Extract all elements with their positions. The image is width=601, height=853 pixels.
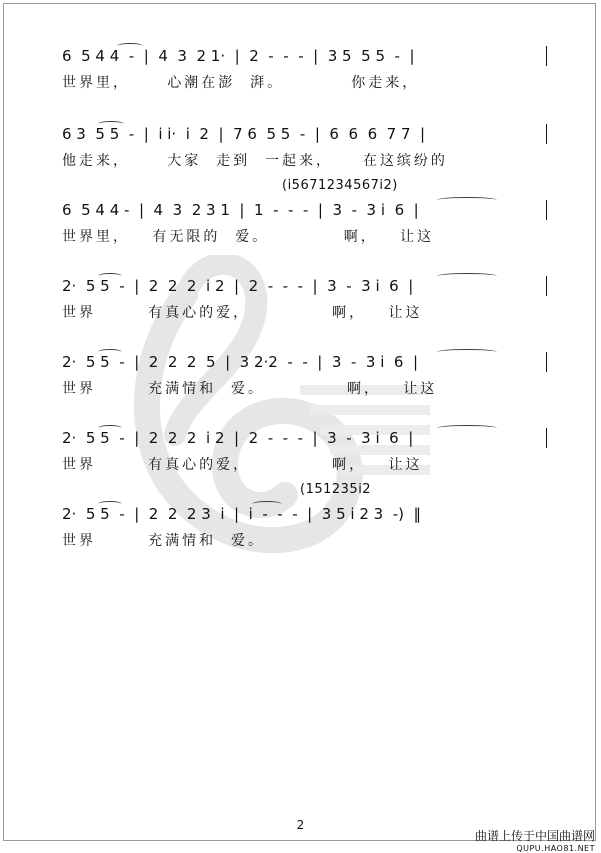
credit-url: QUPU.HAO81.NET <box>516 844 595 853</box>
slur <box>98 501 122 507</box>
barline <box>546 352 547 372</box>
notation-line <box>0 200 601 224</box>
site-credit <box>475 827 595 853</box>
tie <box>437 425 497 431</box>
lyrics: 世界里， 有无限的 爱。 啊， 让这 <box>62 229 435 245</box>
lyrics: 世界 充满情和 爱。 <box>62 533 266 549</box>
credit-chinese: 曲谱上传于中国曲谱网 <box>474 829 595 843</box>
barline <box>546 200 547 220</box>
tie <box>437 197 497 203</box>
notes: 2· 5 5 - | 2 2 2 5 | 3 2·2 - - | 3 - 3 i 6 | <box>62 353 419 371</box>
lyrics: 世界 有真心的爱， 啊， 让这 <box>62 305 423 321</box>
notation-line <box>0 276 601 300</box>
prelude-notes: (151235i2 <box>300 482 372 497</box>
lyrics: 世界 充满情和 爱。 啊， 让这 <box>62 381 438 397</box>
slur <box>98 121 124 127</box>
lyrics: 世界里， 心潮在澎 湃。 你走来， <box>62 75 420 91</box>
barline <box>546 124 547 144</box>
lyrics: 世界 有真心的爱， 啊， 让这 <box>62 457 423 473</box>
notes: 2· 5 5 - | 2 2 2 3 i | i - - - | 3 5 i 2 3 -) ‖ <box>62 505 422 523</box>
tie <box>437 349 497 355</box>
notes: 2· 5 5 - | 2 2 2 i 2 | 2 - - - | 3 - 3 i 6 | <box>62 277 414 295</box>
slur <box>98 273 122 279</box>
notation-line <box>0 352 601 376</box>
notes: 6 3 5 5 - | i i· i 2 | 7 6 5 5 - | 6 6 6 7 7 | <box>62 125 426 143</box>
notation-line <box>0 504 601 528</box>
notation-line <box>0 428 601 452</box>
slur <box>252 501 282 507</box>
lyrics: 他走来， 大家 走到 一起来， 在这缤纷的 <box>62 153 448 169</box>
barline <box>546 428 547 448</box>
barline <box>546 46 547 66</box>
slur <box>98 425 122 431</box>
notes: 6 5 4 4 - | 4 3 2 1· | 2 - - - | 3 5 5 5 - | <box>62 47 415 65</box>
barline <box>546 276 547 296</box>
notation-line <box>0 124 601 148</box>
notation-line <box>0 46 601 70</box>
notes: 6 5 4 4 - | 4 3 2 3 1 | 1 - - - | 3 - 3 i 6 | <box>62 201 419 219</box>
slur <box>117 43 143 49</box>
notes: 2· 5 5 - | 2 2 2 i 2 | 2 - - - | 3 - 3 i 6 | <box>62 429 414 447</box>
page-number: 2 <box>296 818 305 832</box>
tie <box>437 273 497 279</box>
prelude-notes: (i5671234567i2) <box>282 178 398 193</box>
slur <box>98 349 122 355</box>
